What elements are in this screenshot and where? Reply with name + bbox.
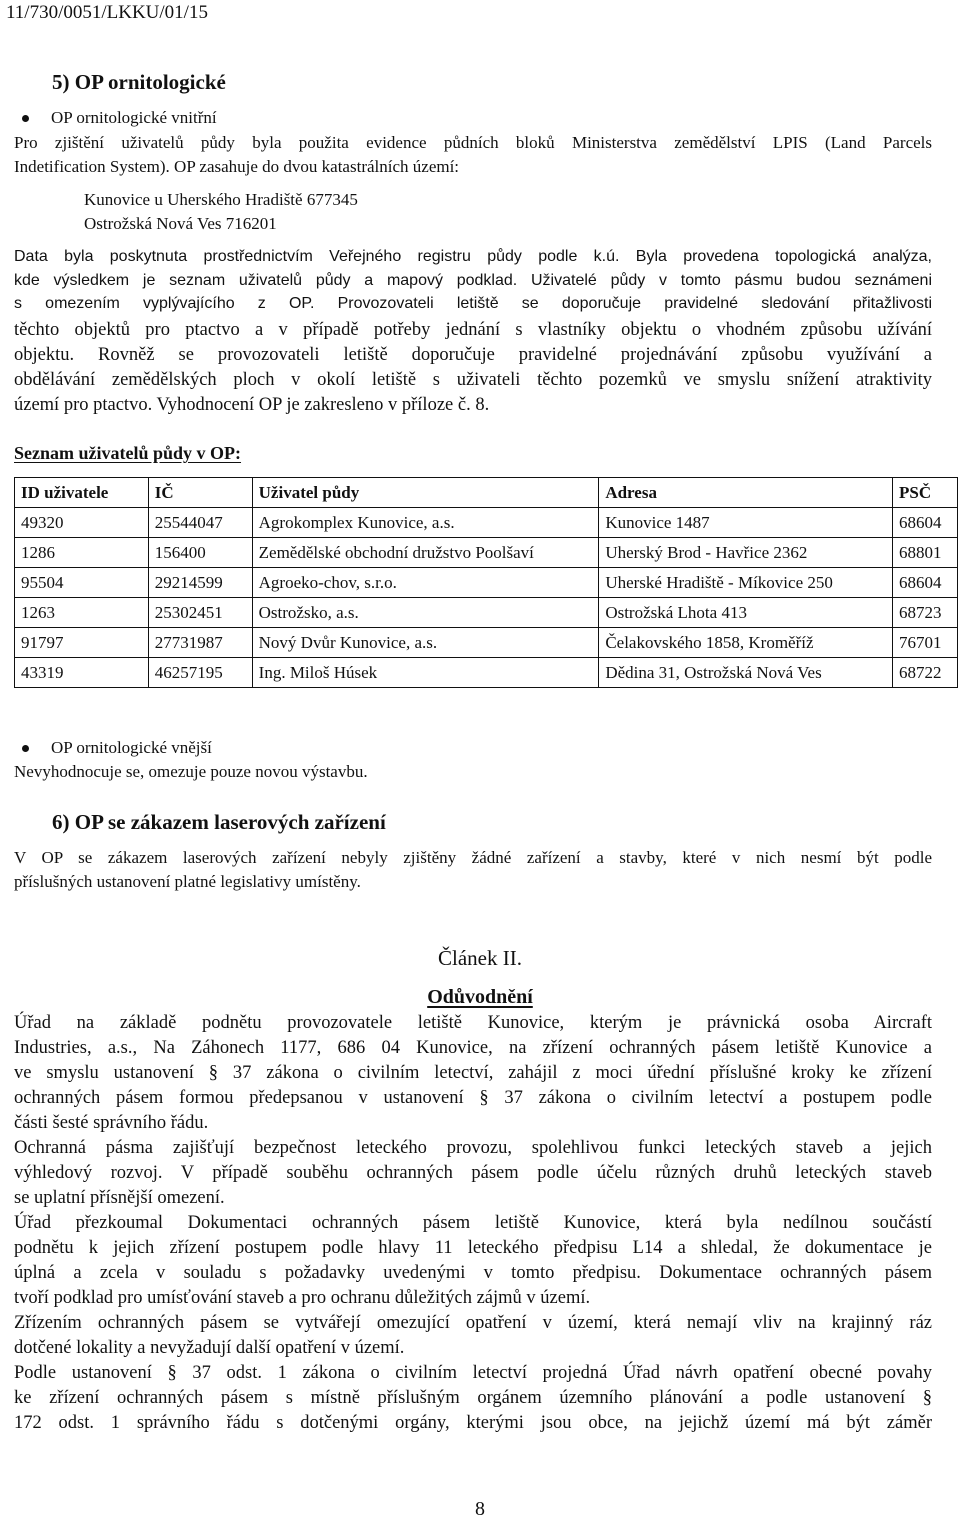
- territory-item: Ostrožská Nová Ves 716201: [84, 214, 277, 233]
- cell-address: Dědina 31, Ostrožská Nová Ves: [599, 658, 893, 688]
- col-header-psc: PSČ: [893, 478, 958, 508]
- text-line: objektu. Rovněž se provozovateli letiště doporučuje pravidelné projednávání způsobu využívání a: [14, 345, 932, 365]
- justification-paragraph-5: [14, 1361, 932, 1436]
- table-row: [15, 658, 958, 688]
- cell-id: 49320: [15, 508, 149, 538]
- text-line: Ochranná pásma zajišťují bezpečnost leteckého provozu, spolehlivou funkci leteckých staveb a jejich: [14, 1138, 932, 1158]
- laser-paragraph: [14, 846, 932, 894]
- table-header-row: [15, 478, 958, 508]
- article-subtitle: Odůvodnění: [427, 986, 533, 1008]
- table-row: [15, 628, 958, 658]
- cell-id: 1263: [15, 598, 149, 628]
- text-line: tvoří podklad pro umísťování staveb a pro ochranu důležitých zájmů v území.: [14, 1288, 591, 1308]
- text-line: Indetification System). OP zasahuje do dvou katastrálních území:: [14, 157, 460, 176]
- cell-ic: 46257195: [148, 658, 252, 688]
- cell-user: Zemědělské obchodní družstvo Poolšaví: [252, 538, 599, 568]
- cell-user: Agrokomplex Kunovice, a.s.: [252, 508, 599, 538]
- text-line: příslušných ustanovení platné legislativy umístěny.: [14, 872, 361, 891]
- bullet-dot-icon: [22, 115, 29, 122]
- col-header-ic: IČ: [148, 478, 252, 508]
- col-header-user: Uživatel půdy: [252, 478, 599, 508]
- justification-paragraph-4: [14, 1311, 932, 1361]
- data-source-paragraph: [14, 245, 932, 316]
- cell-psc: 68604: [893, 568, 958, 598]
- cell-ic: 25302451: [148, 598, 252, 628]
- text-line: těchto objektů pro ptactvo a v případě potřeby jednání s vlastníky objektu o vhodném způsobu užívání: [14, 320, 932, 340]
- outer-note: [14, 760, 932, 784]
- text-line: výhledový rozvoj. V případě souběhu ochranných pásem podle účelu různých druhů leteckých staveb: [14, 1163, 932, 1183]
- territory-item: Kunovice u Uherského Hradiště 677345: [84, 190, 358, 209]
- table-title: [14, 440, 241, 466]
- text-line: Zřízením ochranných pásem se vytvářejí omezující opatření v území, která nemají vliv na krajinný ráz: [14, 1313, 932, 1333]
- document-reference: 11/730/0051/LKKU/01/15: [6, 2, 208, 23]
- text-line: ke zřízení ochranných pásem s místně příslušným orgánem územního plánování a podle ustanovení §: [14, 1388, 932, 1408]
- table-row: [15, 568, 958, 598]
- article-title: Článek II.: [438, 946, 522, 970]
- cell-psc: 76701: [893, 628, 958, 658]
- justification-paragraph-2: [14, 1136, 932, 1211]
- cell-user: Ostrožsko, a.s.: [252, 598, 599, 628]
- text-line: území pro ptactvo. Vyhodnocení OP je zakresleno v příloze č. 8.: [14, 395, 490, 415]
- cell-id: 1286: [15, 538, 149, 568]
- cell-address: Uherské Hradiště - Míkovice 250: [599, 568, 893, 598]
- cell-psc: 68723: [893, 598, 958, 628]
- bullet-inner-label: OP ornitologické vnitřní: [51, 108, 217, 127]
- text-line: Úřad na základě podnětu provozovatele letiště Kunovice, kterým je právnická osoba Aircraft: [14, 1013, 932, 1033]
- bullet-dot-icon: [22, 745, 29, 752]
- text-line: ochranných pásem formou předepsanou v ustanovení § 37 zákona o civilním letectví a postupem podle: [14, 1088, 932, 1108]
- cell-psc: 68604: [893, 508, 958, 538]
- cell-psc: 68722: [893, 658, 958, 688]
- text-line: Úřad přezkoumal Dokumentaci ochranných pásem letiště Kunovice, která byla nedílnou součástí: [14, 1213, 932, 1233]
- cell-address: Uherský Brod - Havřice 2362: [599, 538, 893, 568]
- table-row: [15, 598, 958, 628]
- intro-paragraph: [14, 131, 932, 179]
- text-line: Nevyhodnocuje se, omezuje pouze novou výstavbu.: [14, 762, 368, 781]
- text-line: se uplatní přísnější omezení.: [14, 1188, 225, 1208]
- cell-address: Ostrožská Lhota 413: [599, 598, 893, 628]
- cell-user: Nový Dvůr Kunovice, a.s.: [252, 628, 599, 658]
- page-number: 8: [475, 1498, 485, 1520]
- text-line: 172 odst. 1 správního řádu s dotčenými orgány, kterými jsou obce, na jejichž území má být záměr: [14, 1413, 932, 1433]
- col-header-id: ID uživatele: [15, 478, 149, 508]
- table-title-text: Seznam uživatelů půdy v OP:: [14, 443, 242, 463]
- text-line: části šesté správního řádu.: [14, 1113, 209, 1133]
- cell-id: 91797: [15, 628, 149, 658]
- section-6-heading: 6) OP se zákazem laserových zařízení: [52, 810, 386, 834]
- cell-ic: 29214599: [148, 568, 252, 598]
- text-line: dotčené lokality a nevyžadují další opatření v území.: [14, 1338, 405, 1358]
- cell-ic: 25544047: [148, 508, 252, 538]
- text-line: Data byla poskytnuta prostřednictvím Veřejného registru půdy podle k.ú. Byla provedena topologická analýza,: [14, 248, 932, 265]
- cell-address: Kunovice 1487: [599, 508, 893, 538]
- land-users-table: [14, 477, 958, 688]
- text-line: ve smyslu ustanovení § 37 zákona o civilním letectví, zahájil z moci úřední příslušné kroky ke zřízení: [14, 1063, 932, 1083]
- text-line: obdělávání zemědělských ploch v okolí letiště s uživateli těchto pozemků ve smyslu snížení atraktivity: [14, 370, 932, 390]
- col-header-address: Adresa: [599, 478, 893, 508]
- table-row: [15, 508, 958, 538]
- bullet-outer-label: OP ornitologické vnější: [51, 738, 212, 757]
- text-line: s omezením vyplývajícího z OP. Provozovateli letiště se doporučuje pravidelné sledování přitažlivosti: [14, 295, 932, 312]
- justification-paragraph-3: [14, 1211, 932, 1311]
- cell-id: 43319: [15, 658, 149, 688]
- section-5-heading: 5) OP ornitologické: [52, 70, 226, 94]
- cell-ic: 27731987: [148, 628, 252, 658]
- text-line: úplná a zcela v souladu s požadavky uvedenými v tomto předpisu. Dokumentace ochranných pásem: [14, 1263, 932, 1283]
- cell-user: Agroeko-chov, s.r.o.: [252, 568, 599, 598]
- text-line: podnětu k jejich zřízení postupem podle hlavy 11 leteckého předpisu L14 a shledal, že dokumentace je: [14, 1238, 932, 1258]
- recommendation-paragraph: [14, 318, 932, 418]
- cell-address: Čelakovského 1858, Kroměříž: [599, 628, 893, 658]
- cell-id: 95504: [15, 568, 149, 598]
- cell-ic: 156400: [148, 538, 252, 568]
- table-row: [15, 538, 958, 568]
- text-line: Pro zjištění uživatelů půdy byla použita evidence půdních bloků Ministerstva zemědělství LPIS (Land Parcels: [14, 133, 932, 152]
- cell-psc: 68801: [893, 538, 958, 568]
- text-line: Podle ustanovení § 37 odst. 1 zákona o civilním letectví projedná Úřad návrh opatření obecné povahy: [14, 1363, 932, 1383]
- text-line: kde výsledkem je seznam uživatelů půdy a mapový podklad. Uživatelé půdy v tomto pásmu budou seznámeni: [14, 271, 932, 289]
- cell-user: Ing. Miloš Húsek: [252, 658, 599, 688]
- text-line: Industries, a.s., Na Záhonech 1177, 686 04 Kunovice, na zřízení ochranných pásem letiště Kunovice a: [14, 1038, 932, 1058]
- text-line: V OP se zákazem laserových zařízení nebyly zjištěny žádné zařízení a stavby, které v nich nesmí být podle: [14, 848, 932, 867]
- justification-paragraph-1: [14, 1011, 932, 1136]
